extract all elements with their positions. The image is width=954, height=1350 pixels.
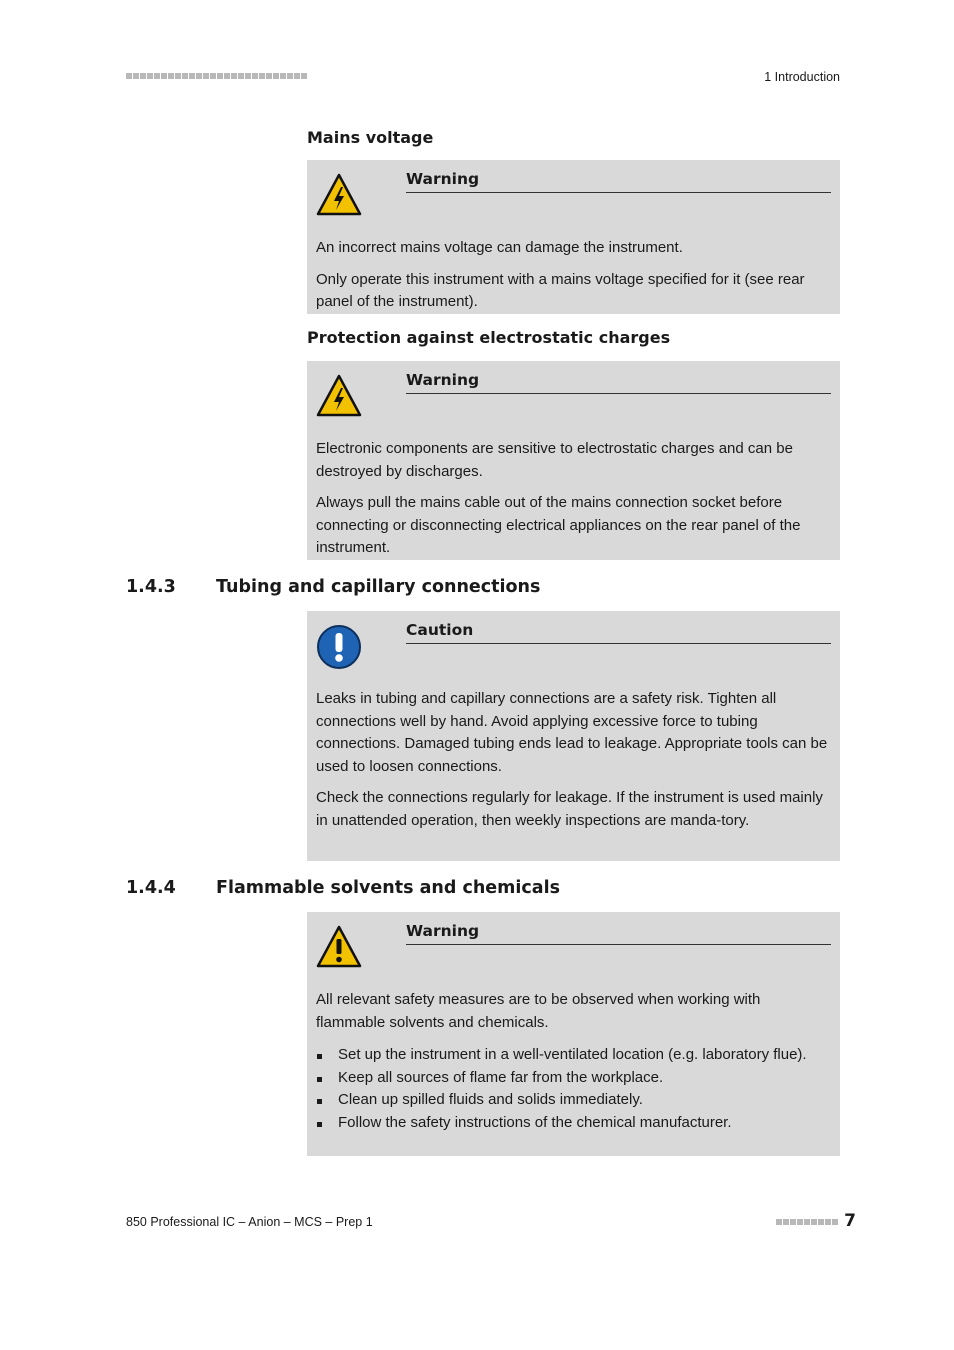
section-number: 1.4.4 (126, 878, 176, 898)
mains-warning-text-1: An incorrect mains voltage can damage the instrument. (316, 239, 683, 256)
electrostatic-heading: Protection against electrostatic charges (307, 328, 671, 347)
section-1-4-3-heading (126, 577, 540, 597)
section-title: Flammable solvents and chemicals (216, 878, 560, 898)
list-item: Set up the instrument in a well-ventilated location (e.g. laboratory flue). (316, 1044, 831, 1067)
list-item: Follow the safety instructions of the chemical manufacturer. (316, 1112, 831, 1135)
flammable-warning-box (307, 912, 840, 1156)
tubing-caution-text-2: Check the connections regularly for leakage. If the instrument is used mainly in unattended operation, then weekly inspections are manda-tory. (316, 789, 823, 829)
mains-voltage-heading: Mains voltage (307, 128, 434, 147)
electrostatic-warning-text-2: Always pull the mains cable out of the mains connection socket before connecting or disconnecting electrical appliances on the rear panel of the instrument. (316, 494, 801, 556)
section-title: Tubing and capillary connections (216, 577, 541, 597)
flammable-warning-intro: All relevant safety measures are to be observed when working with flammable solvents and chemicals. (316, 991, 761, 1031)
section-number: 1.4.3 (126, 577, 176, 597)
caution-exclamation-icon (316, 623, 362, 669)
tubing-caution-box (307, 611, 840, 861)
mains-warning-box (307, 160, 840, 314)
warning-exclamation-icon (316, 924, 362, 970)
electrostatic-warning-title: Warning (406, 371, 831, 394)
page-number: 7 (844, 1211, 856, 1231)
mains-warning-text-2: Only operate this instrument with a mains voltage specified for it (see rear panel of the instrument). (316, 270, 805, 310)
running-header-chapter: 1 Introduction (764, 70, 840, 84)
tubing-caution-title: Caution (406, 621, 831, 644)
mains-warning-title: Warning (406, 170, 831, 193)
flammable-warning-title: Warning (406, 922, 831, 945)
electric-hazard-icon (316, 373, 362, 419)
electrostatic-warning-box (307, 361, 840, 560)
tubing-caution-text-1: Leaks in tubing and capillary connections are a safety risk. Tighten all connections well by hand. Avoid applying excessive force to tubing connections. Damaged tubing ends lead to leakage. Appropriate tools can be used to loosen connections. (316, 690, 828, 775)
electrostatic-warning-text-1: Electronic components are sensitive to electrostatic charges and can be destroyed by discharges. (316, 440, 793, 480)
list-item: Clean up spilled fluids and solids immediately. (316, 1089, 831, 1112)
flammable-measures-list (316, 1044, 831, 1134)
list-item: Keep all sources of flame far from the workplace. (316, 1067, 831, 1090)
header-decoration (126, 73, 307, 79)
electric-hazard-icon (316, 172, 362, 218)
footer-decoration (776, 1219, 838, 1225)
section-1-4-4-heading (126, 878, 560, 898)
footer-product-name: 850 Professional IC – Anion – MCS – Prep 1 (126, 1215, 373, 1229)
